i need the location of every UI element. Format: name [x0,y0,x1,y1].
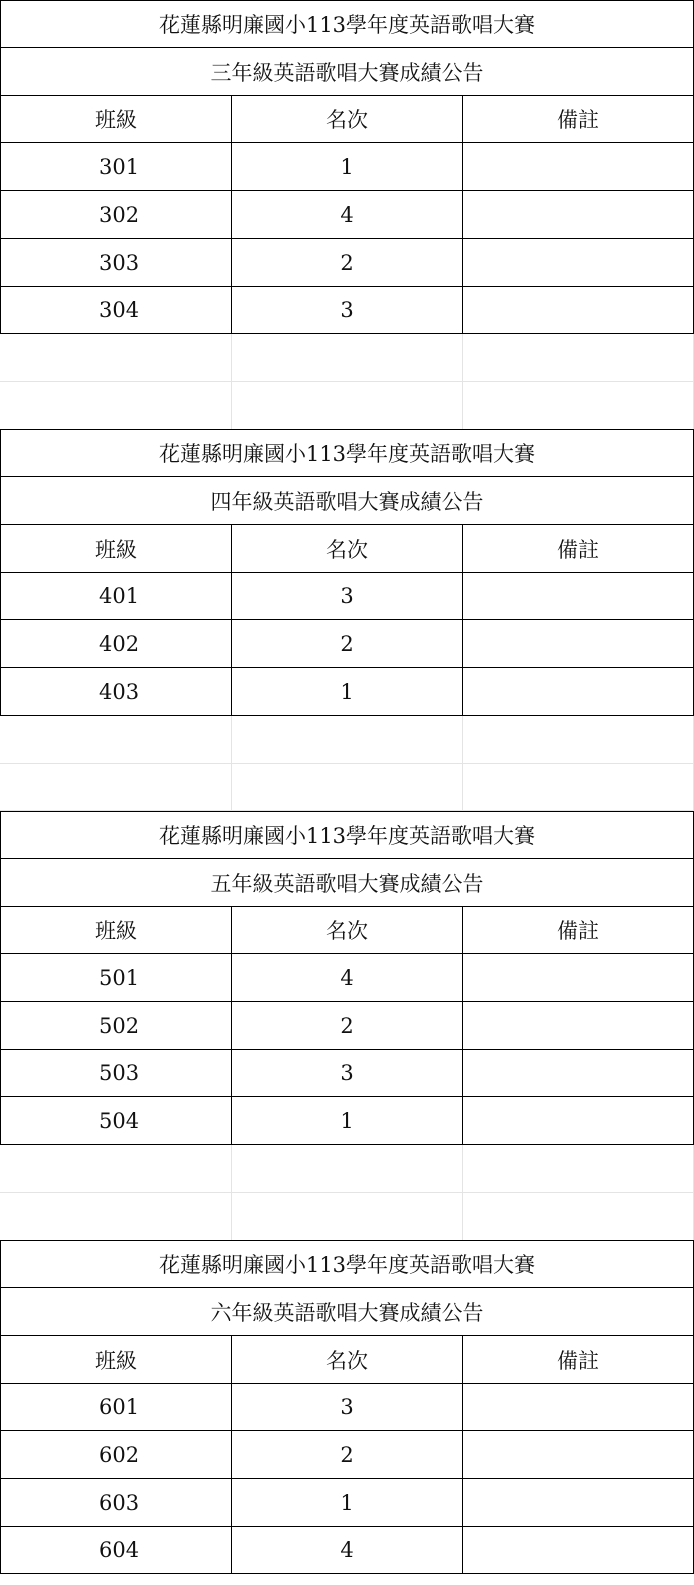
cell-class: 503 [0,1049,231,1097]
blank-cell [0,334,231,382]
header-class: 班級 [0,906,231,954]
blank-cell [231,1145,462,1193]
table-row [0,1002,694,1050]
blank-cell [462,763,694,811]
cell-class: 302 [0,191,231,239]
table-header-row [0,95,694,143]
cell-class: 602 [0,1431,231,1479]
cell-rank: 2 [231,239,462,287]
header-note: 備註 [462,906,694,954]
header-rank: 名次 [231,1336,462,1384]
cell-rank: 3 [231,572,462,620]
cell-class: 301 [0,143,231,191]
cell-note [462,1097,694,1145]
cell-rank: 3 [231,1049,462,1097]
table-row [0,620,694,668]
cell-class: 504 [0,1097,231,1145]
table-row [0,1383,694,1431]
table-row [0,143,694,191]
table-row [0,1097,694,1145]
cell-rank: 1 [231,143,462,191]
header-class: 班級 [0,1336,231,1384]
cell-class: 403 [0,668,231,716]
blank-cell [0,382,231,430]
cell-note [462,286,694,334]
cell-rank: 4 [231,191,462,239]
table-row [0,191,694,239]
section-subtitle: 四年級英語歌唱大賽成績公告 [0,477,694,525]
cell-rank: 1 [231,1479,462,1527]
cell-note [462,143,694,191]
header-class: 班級 [0,525,231,573]
blank-cell [462,1193,694,1241]
table-row [0,1479,694,1527]
section-title: 花蓮縣明廉國小113學年度英語歌唱大賽 [0,0,694,48]
table-row [0,668,694,716]
cell-note [462,620,694,668]
header-note: 備註 [462,525,694,573]
cell-note [462,239,694,287]
cell-note [462,954,694,1002]
blank-row [0,382,694,430]
blank-cell [0,1193,231,1241]
cell-class: 501 [0,954,231,1002]
section-subtitle: 三年級英語歌唱大賽成績公告 [0,48,694,96]
header-note: 備註 [462,95,694,143]
cell-class: 601 [0,1383,231,1431]
section-subtitle: 五年級英語歌唱大賽成績公告 [0,859,694,907]
cell-rank: 1 [231,668,462,716]
section-title-row [0,429,694,477]
section-subtitle-row [0,477,694,525]
header-rank: 名次 [231,95,462,143]
blank-cell [462,1145,694,1193]
cell-note [462,1431,694,1479]
blank-row [0,716,694,764]
header-class: 班級 [0,95,231,143]
table-header-row [0,906,694,954]
cell-rank: 4 [231,954,462,1002]
header-rank: 名次 [231,906,462,954]
cell-class: 304 [0,286,231,334]
section-subtitle-row [0,48,694,96]
cell-class: 303 [0,239,231,287]
header-rank: 名次 [231,525,462,573]
section-title-row [0,811,694,859]
cell-class: 402 [0,620,231,668]
table-header-row [0,1336,694,1384]
blank-cell [231,382,462,430]
blank-cell [462,382,694,430]
blank-row [0,1145,694,1193]
blank-cell [231,763,462,811]
blank-cell [0,763,231,811]
cell-rank: 2 [231,1002,462,1050]
table-header-row [0,525,694,573]
cell-class: 502 [0,1002,231,1050]
section-title-row [0,1240,694,1288]
cell-rank: 2 [231,620,462,668]
cell-note [462,668,694,716]
blank-cell [231,334,462,382]
header-note: 備註 [462,1336,694,1384]
section-subtitle: 六年級英語歌唱大賽成績公告 [0,1288,694,1336]
table-row [0,1431,694,1479]
blank-row [0,1193,694,1241]
blank-cell [462,334,694,382]
blank-cell [231,716,462,764]
cell-rank: 4 [231,1526,462,1574]
cell-note [462,1526,694,1574]
cell-class: 401 [0,572,231,620]
cell-note [462,1479,694,1527]
section-subtitle-row [0,1288,694,1336]
cell-note [462,572,694,620]
table-row [0,239,694,287]
cell-rank: 2 [231,1431,462,1479]
table-row [0,954,694,1002]
section-title: 花蓮縣明廉國小113學年度英語歌唱大賽 [0,1240,694,1288]
table-row [0,1526,694,1574]
section-subtitle-row [0,859,694,907]
cell-note [462,1049,694,1097]
blank-cell [462,716,694,764]
cell-rank: 3 [231,286,462,334]
section-title-row [0,0,694,48]
cell-note [462,191,694,239]
blank-cell [0,716,231,764]
cell-note [462,1383,694,1431]
table-row [0,572,694,620]
table-row [0,286,694,334]
table-row [0,1049,694,1097]
section-title: 花蓮縣明廉國小113學年度英語歌唱大賽 [0,811,694,859]
cell-class: 604 [0,1526,231,1574]
cell-rank: 3 [231,1383,462,1431]
blank-cell [0,1145,231,1193]
section-title: 花蓮縣明廉國小113學年度英語歌唱大賽 [0,429,694,477]
cell-class: 603 [0,1479,231,1527]
blank-cell [231,1193,462,1241]
cell-note [462,1002,694,1050]
blank-row [0,334,694,382]
cell-rank: 1 [231,1097,462,1145]
blank-row [0,763,694,811]
